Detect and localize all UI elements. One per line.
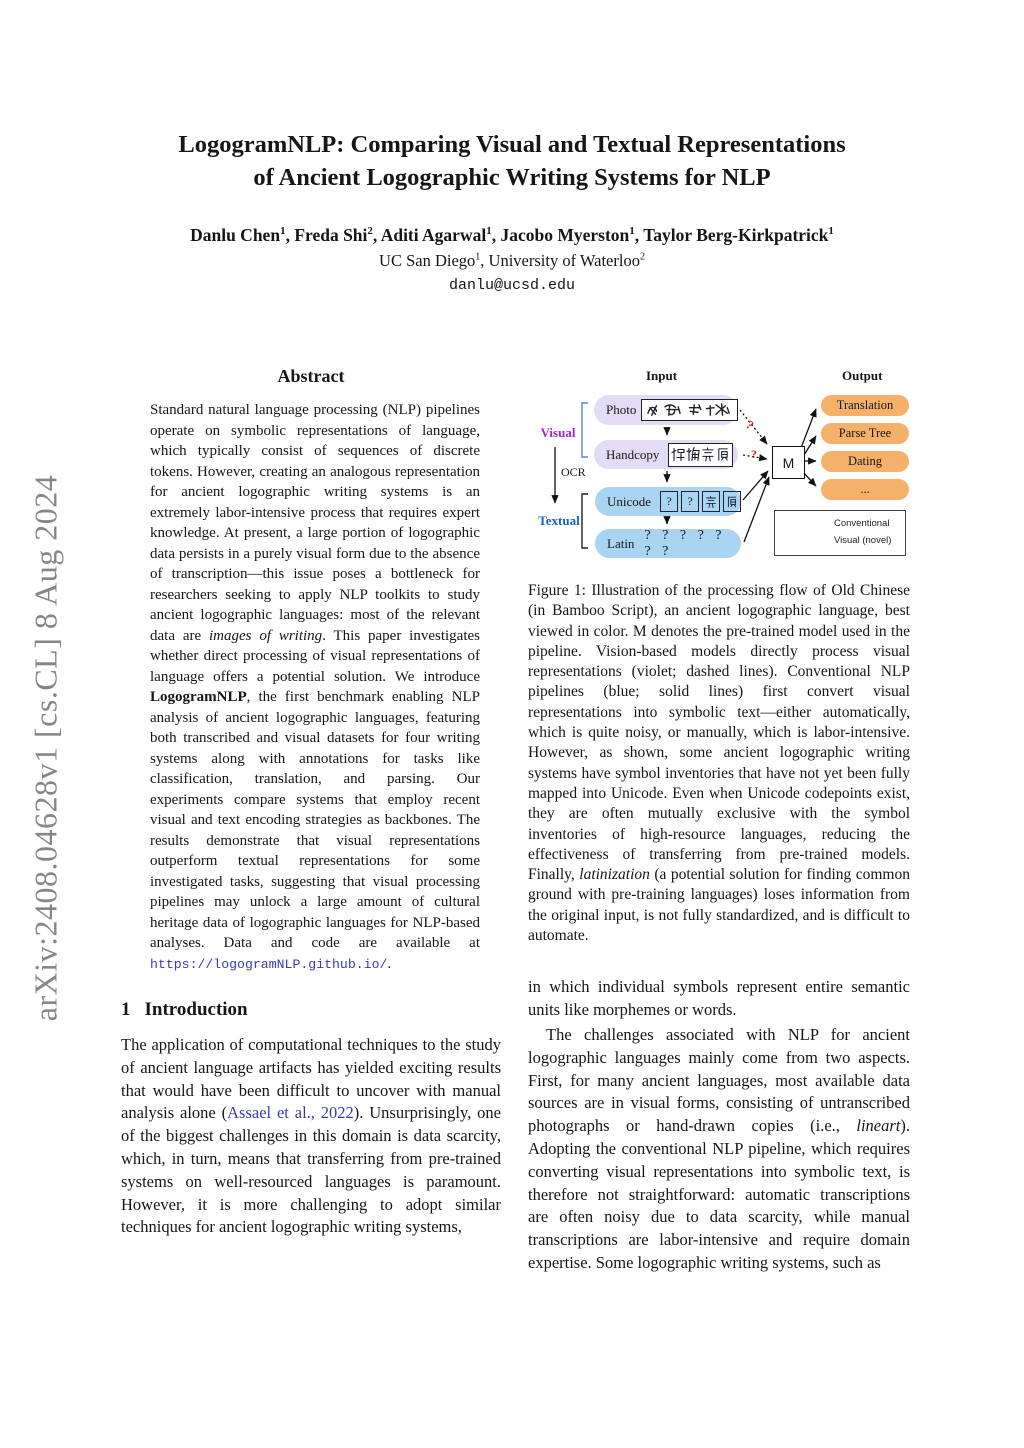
abstract-body <box>150 400 480 975</box>
text-segment: . <box>387 955 392 972</box>
cjk-glyph-2 <box>686 446 700 463</box>
output-translation: Translation <box>821 395 909 416</box>
hand-copied-cjk-glyphs <box>668 443 733 467</box>
section-title: Introduction <box>144 999 248 1020</box>
unicode-codepoint-cells <box>660 491 741 512</box>
pretrained-model-box: M <box>772 446 805 479</box>
visual-bracket <box>582 403 588 457</box>
author: Danlu Chen$^1$ <box>190 225 286 245</box>
text-segment: The application of computational techniques to the study of ancient language artifacts has yielded exciting results that would have been difficult to uncover with manual analysis alone ( <box>121 1035 501 1123</box>
figure1-caption <box>528 581 910 946</box>
contact-email: danlu@ucsd.edu <box>448 277 576 294</box>
title-line-2: of Ancient Logographic Writing Systems for NLP <box>253 164 771 191</box>
affiliation: UC San Diego$^1$ <box>379 251 481 270</box>
unicode-row: Unicode ? ? <box>595 487 741 516</box>
author: Jacobo Myerston$^1$ <box>500 225 635 245</box>
text-segment: The challenges associated with NLP for ancient logographic languages mainly come from two aspects. First, for many ancient languages, most available data sources are in visual forms, consisting of untranscribed photographs or hand-drawn copies (i.e., <box>528 1024 910 1136</box>
text-segment: ). Adopting the conventional NLP pipeline, which requires converting visual representations into symbolic text, is therefore not straightforward: automatic transcriptions are often noisy due to data scarcity, while manual transcriptions are labor-intensive and require domain expertise. Some logographic writing systems, such as <box>528 1116 910 1272</box>
text-segment: lineart <box>856 1116 901 1136</box>
textual-label: Textual <box>538 513 580 528</box>
left-column <box>121 363 501 1239</box>
section-number: 1 <box>121 999 131 1020</box>
intro-paragraph <box>121 1034 501 1239</box>
separator: , <box>285 225 295 245</box>
latin-question-marks: ? ? ? ? ? ? ? <box>644 527 726 559</box>
output-dating: Dating <box>821 451 909 472</box>
separator: , <box>372 225 381 245</box>
affiliation: University of Waterloo$^2$ <box>488 251 645 270</box>
output-header: Output <box>842 368 883 383</box>
handcopy-row: Handcopy <box>594 440 738 469</box>
unicode-cell: ? <box>660 491 678 512</box>
legend-box <box>774 510 906 556</box>
paper-header <box>0 128 1024 294</box>
section-heading-introduction <box>121 999 501 1021</box>
arxiv-watermark: arXiv:2408.04628v1 [cs.CL] 8 Aug 2024 <box>27 474 64 1022</box>
paper-title <box>0 128 1024 194</box>
ocr-label: OCR <box>561 465 586 479</box>
cjk-glyph-lu <box>716 446 730 463</box>
body-paragraph: in which individual symbols represent entire semantic units like morphemes or words. <box>528 977 910 1020</box>
output-parse-tree: Parse Tree <box>821 423 909 444</box>
bamboo-script-photo-strip <box>641 399 738 421</box>
author: Taylor Berg-Kirkpatrick$^1$ <box>643 225 834 245</box>
text-segment: . This paper investigates whether direct processing of visual representations of language offers a potential solution. We introduce <box>150 627 480 685</box>
unicode-cell-cjk-qi <box>702 491 720 512</box>
output-ellipsis: ... <box>821 479 909 500</box>
text-segment: (a potential solution for finding common ground with pre-training languages) loses information from the original input, is not fully standardized, and is difficult to automate. <box>528 866 910 945</box>
affiliation-list <box>0 251 1024 271</box>
text-segment: , the first benchmark enabling NLP analysis of ancient logographic languages, featuring both transcribed and visual datasets for four writing systems along with annotations for tasks like classification, translation, and parsing. Our experiments compare systems that employ recent visual and text encoding strategies as backbones. The results demonstrate that visual representations outperform textual representations for some investigated tasks, suggesting that visual processing pipelines may unlock a large amount of cultural heritage data of logographic languages for NLP-based analyses. Data and code are available at <box>150 689 480 951</box>
text-segment: images of writing <box>208 627 323 644</box>
author: Freda Shi$^2$ <box>294 225 373 245</box>
author-list <box>0 225 1024 246</box>
question-mark: ? <box>751 447 757 461</box>
legend-conventional: Conventional <box>834 518 890 529</box>
unicode-cell-cjk-lu <box>723 491 741 512</box>
figure1-diagram <box>528 363 924 569</box>
author: Aditi Agarwal$^1$ <box>380 225 492 245</box>
text-segment: LogogramNLP <box>150 689 247 705</box>
visual-label: Visual <box>540 425 576 440</box>
text-segment: latinization <box>579 866 650 884</box>
abstract-heading: Abstract <box>277 366 345 386</box>
separator: , <box>491 225 501 245</box>
body-paragraph <box>528 1024 910 1275</box>
question-mark: ? <box>743 417 757 433</box>
right-column <box>528 363 910 1275</box>
latin-row: Latin ? ? ? ? ? ? ? <box>595 529 741 558</box>
cjk-glyph-qi <box>701 446 715 463</box>
separator: , <box>480 251 489 270</box>
legend-visual-novel: Visual (novel) <box>834 535 892 546</box>
text-segment: Standard natural language processing (NLP) pipelines operate on symbolic representations of language, which typically consist of sequences of discrete tokens. However, creating an analogous representation for ancient logographic writing systems is an extremely labor-intensive process that requires expert knowledge. At present, a large portion of logographic data persists in a purely visual form due to the absence of transcription—this issue poses a bottleneck for researchers seeking to apply NLP toolkits to study ancient logographic languages: most of the relevant data are <box>150 402 480 644</box>
inline-link[interactable]: https://logogramNLP.github.io/ <box>150 956 388 972</box>
text-segment: ). Unsurprisingly, one of the biggest challenges in this domain is data scarcity, which, in turn, means that transferring from pre-trained systems on well-resourced languages is paramount. However, it is more challenging to adopt similar techniques for ancient logographic writing systems, <box>121 1103 502 1237</box>
input-header: Input <box>646 368 678 383</box>
text-segment: Figure 1: Illustration of the processing flow of Old Chinese (in Bamboo Script), an ancient logographic language, best viewed in color. M denotes the pre-trained model used in the pipeline. Vision-based models directly process visual representations (violet; dashed lines). Conventional NLP pipelines (blue; solid lines) first convert visual representations into symbolic text—either automatically, which is quite noisy, or manually, which is labor-intensive. However, as shown, some ancient logographic writing systems have symbol inventories that have not yet been fully mapped into Unicode. Even when Unicode codepoints exist, they are often mutually exclusive with the symbol inventories of high-resource languages, reducing the effectiveness of transferring from pre-trained models. Finally, <box>528 582 910 884</box>
separator: , <box>634 225 644 245</box>
inline-link[interactable]: Assael et al., 2022 <box>227 1103 354 1123</box>
cjk-glyph-1 <box>671 446 685 463</box>
title-line-1: LogogramNLP: Comparing Visual and Textual Representations <box>178 131 846 158</box>
unicode-cell: ? <box>681 491 699 512</box>
photo-row: Photo <box>594 395 738 425</box>
